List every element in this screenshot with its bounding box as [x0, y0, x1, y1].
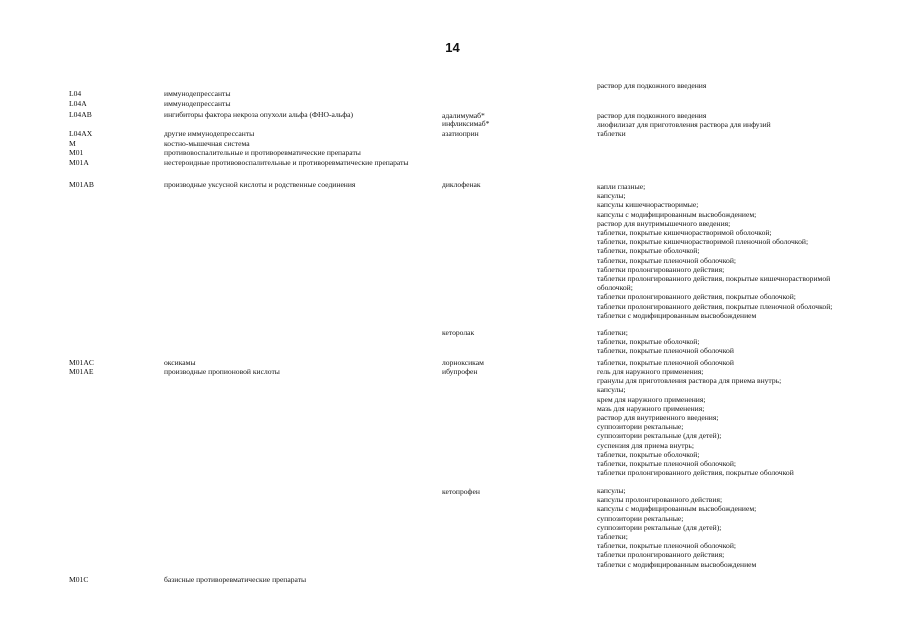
row-m01c-name: базисные противоревматические препараты: [164, 575, 307, 584]
list-item: капсулы с модифицированным высвобождением;: [597, 209, 757, 219]
list-item: крем для наружного применения;: [597, 394, 706, 404]
list-item: таблетки пролонгированного действия, покрытые пленочной оболочкой;: [597, 301, 833, 311]
list-item: капсулы с модифицированным высвобождением;: [597, 504, 757, 514]
list-item: таблетки с модифицированным высвобождением: [597, 559, 757, 569]
row-l04ax-code: L04AX: [69, 129, 93, 138]
list-item: таблетки, покрытые пленочной оболочкой;: [597, 459, 736, 469]
ibuprofen-drug: ибупрофен: [442, 367, 478, 376]
row-l04ab-drug2: инфликсимаб*: [442, 119, 490, 128]
list-item: капсулы;: [597, 486, 626, 495]
list-item: гель для наружного применения;: [597, 367, 704, 376]
row-l04-name: иммунодепрессанты: [164, 89, 231, 98]
ketorolac-forms: [597, 328, 734, 356]
row-m01ab-code: M01AB: [69, 180, 94, 189]
list-item: капли глазные;: [597, 182, 646, 191]
list-item: таблетки, покрытые оболочкой;: [597, 337, 700, 347]
ketoprofen-forms: [597, 486, 756, 569]
list-item: таблетки, покрытые оболочкой;: [597, 246, 700, 256]
list-item: таблетки, покрытые пленочной оболочкой: [597, 346, 734, 356]
row-m01ae-name: производные пропионовой кислоты: [164, 367, 280, 376]
list-item: таблетки;: [597, 328, 628, 337]
list-item: капсулы кишечнорастворимые;: [597, 200, 699, 210]
row-l04ab-form1: раствор для подкожного введения: [597, 111, 707, 120]
diclofenac-drug: диклофенак: [442, 180, 481, 189]
list-item: суппозитории ректальные (для детей);: [597, 431, 722, 441]
row-l04ax-drug: азатиоприн: [442, 129, 479, 138]
list-item: таблетки пролонгированного действия;: [597, 264, 725, 274]
list-item: таблетки пролонгированного действия, покрытые кишечнорастворимой: [597, 274, 831, 284]
list-item: суспензия для приема внутрь;: [597, 440, 694, 450]
list-item: таблетки пролонгированного действия;: [597, 550, 725, 560]
list-item: таблетки, покрытые пленочной оболочкой;: [597, 255, 736, 265]
row-m01-name: противовоспалительные и противоревматические препараты: [164, 148, 361, 157]
list-item: таблетки пролонгированного действия, покрытые оболочкой: [597, 468, 794, 478]
row-l04ab-drug1: адалимумаб*: [442, 111, 485, 120]
list-item: оболочкой;: [597, 283, 633, 293]
ibuprofen-forms: [597, 367, 794, 477]
list-item: раствор для внутривенного введения;: [597, 413, 719, 423]
list-item: гранулы для приготовления раствора для приема внутрь;: [597, 376, 782, 386]
page-number: 14: [445, 40, 460, 55]
row-l04ax-form: таблетки: [597, 129, 626, 138]
row-m01ac-form: таблетки, покрытые пленочной оболочкой: [597, 358, 734, 367]
row-m01-code: M01: [69, 148, 84, 157]
ketorolac-drug: кеторолак: [442, 328, 475, 337]
list-item: таблетки, покрытые пленочной оболочкой;: [597, 541, 736, 551]
list-item: мазь для наружного применения;: [597, 403, 705, 413]
row-m01ac-code: M01AC: [69, 358, 94, 367]
row-l04ax-name: другие иммунодепрессанты: [164, 129, 255, 138]
row-m01c-code: M01C: [69, 575, 89, 584]
diclofenac-forms: [597, 182, 832, 320]
row-m01ae-code: M01AE: [69, 367, 94, 376]
list-item: таблетки, покрытые кишечнорастворимой оболочкой;: [597, 228, 772, 238]
row-m-code: M: [69, 139, 76, 148]
list-item: суппозитории ректальные;: [597, 422, 684, 432]
row-m01a-code: M01A: [69, 158, 89, 167]
list-item: таблетки, покрытые оболочкой;: [597, 449, 700, 459]
list-item: суппозитории ректальные;: [597, 513, 684, 523]
list-item: капсулы пролонгированного действия;: [597, 495, 723, 505]
row-l04a-code: L04A: [69, 99, 87, 108]
list-item: таблетки пролонгированного действия, покрытые оболочкой;: [597, 292, 796, 302]
row-l04a-name: иммунодепрессанты: [164, 99, 231, 108]
list-item: таблетки с модифицированным высвобождением: [597, 310, 757, 320]
list-item: суппозитории ректальные (для детей);: [597, 522, 722, 532]
row-m01a-name: нестероидные противовоспалительные и противоревматические препараты: [164, 158, 409, 167]
row-l04ab-form2: лиофилизат для приготовления раствора для инфузий: [597, 120, 771, 129]
row-l04ab-code: L04AB: [69, 110, 92, 119]
row-m01ab-name: производные уксусной кислоты и родственные соединения: [164, 180, 356, 189]
list-item: капсулы;: [597, 191, 626, 201]
row-m01ac-name: оксикамы: [164, 358, 196, 367]
list-item: капсулы;: [597, 385, 626, 395]
row-m01ac-drug: лорноксикам: [442, 358, 484, 367]
row-l04ab-name: ингибиторы фактора некроза опухоли альфа (ФНО-альфа): [164, 110, 354, 119]
ketoprofen-drug: кетопрофен: [442, 487, 480, 496]
list-item: таблетки, покрытые кишечнорастворимой пленочной оболочкой;: [597, 237, 809, 247]
row-m-name: костно-мышечная система: [164, 139, 250, 148]
list-item: таблетки;: [597, 532, 628, 542]
row-l04-code: L04: [69, 89, 82, 98]
top-form: раствор для подкожного введения: [597, 81, 707, 90]
list-item: раствор для внутримышечного введения;: [597, 218, 731, 228]
